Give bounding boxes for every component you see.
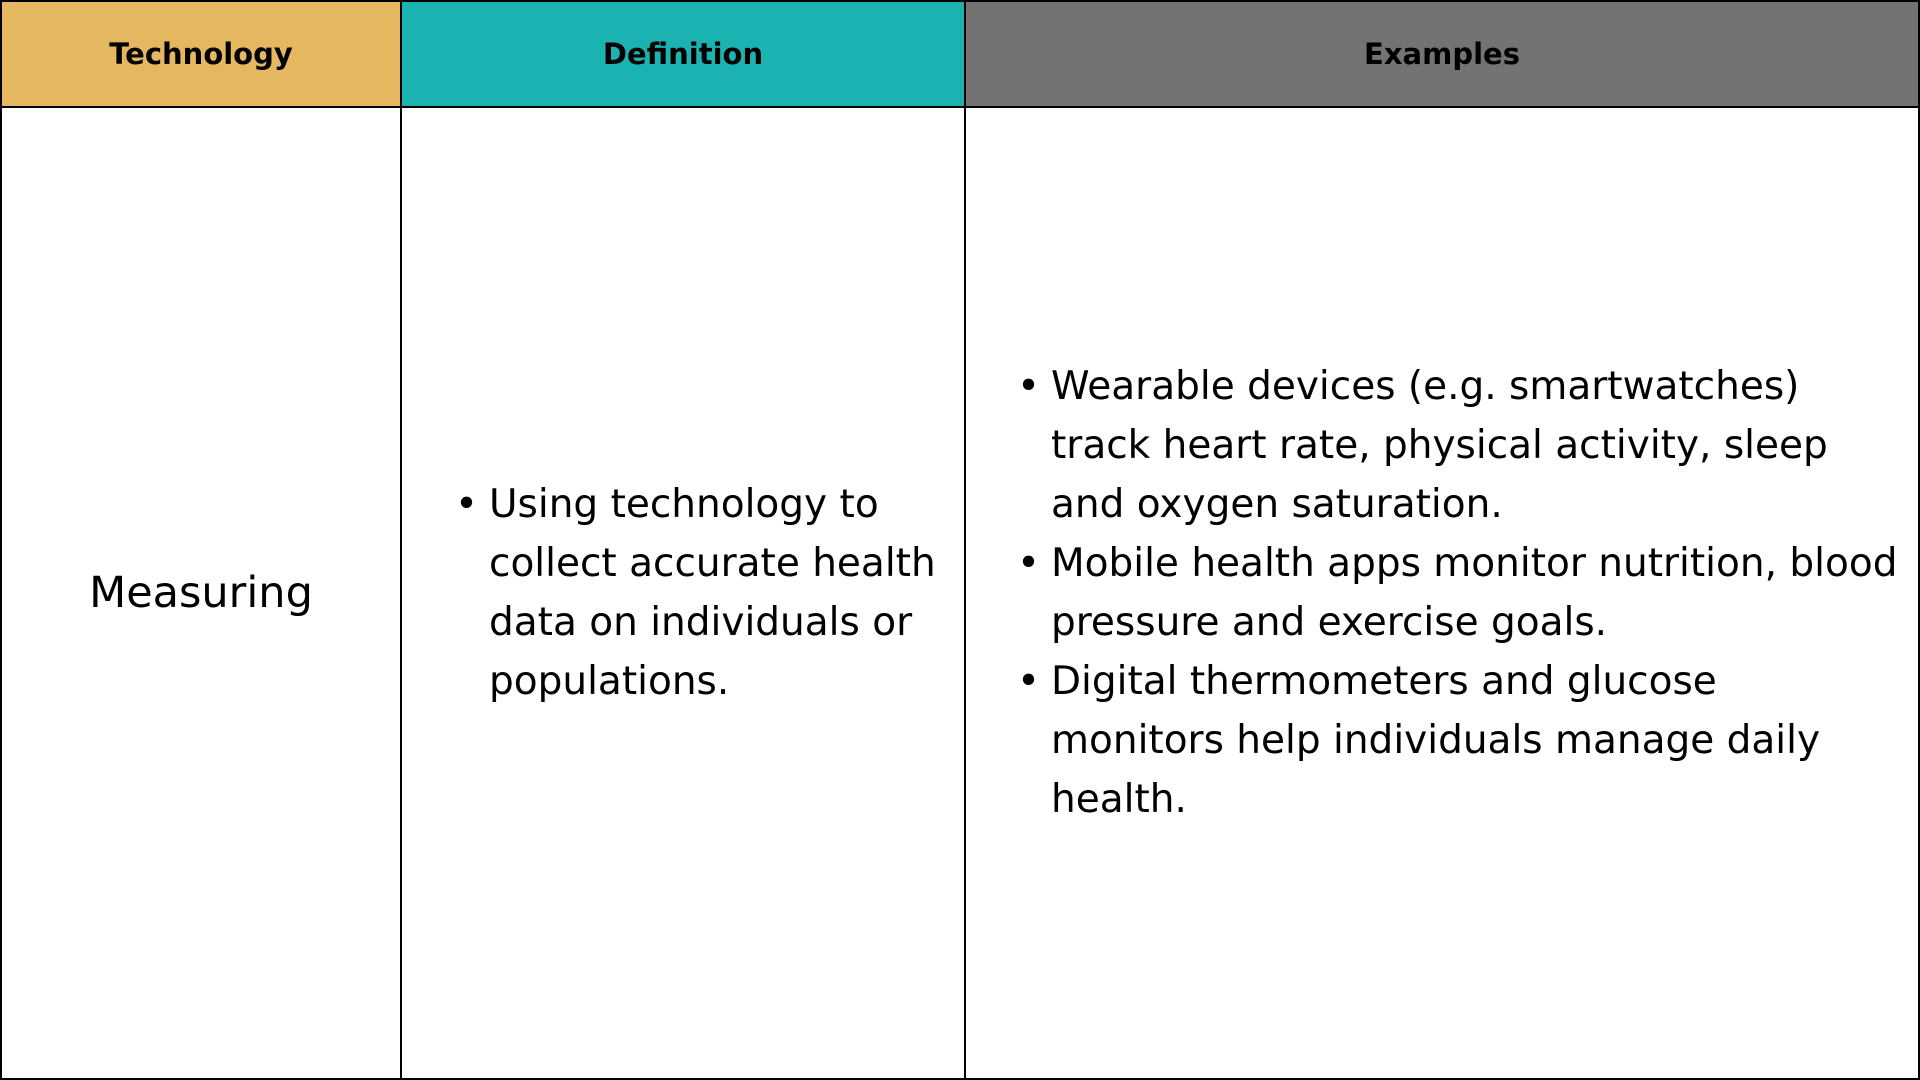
example-item: • Mobile health apps monitor nutrition, blood pressure and exercise goals. xyxy=(1051,534,1898,652)
header-definition xyxy=(402,2,966,108)
examples-list xyxy=(966,357,1918,829)
header-definition-label: Definition xyxy=(602,37,764,71)
definition-list xyxy=(402,475,964,711)
header-technology xyxy=(2,2,402,108)
example-item: • Wearable devices (e.g. smartwatches) track heart rate, physical activity, sleep and oxygen saturation. xyxy=(1051,357,1898,534)
example-item: • Digital thermometers and glucose monitors help individuals manage daily health. xyxy=(1051,652,1898,829)
header-technology-label: Technology xyxy=(109,37,293,71)
definition-item: • Using technology to collect accurate health data on individuals or populations. xyxy=(489,475,944,711)
cell-definition xyxy=(402,108,966,1078)
cell-technology xyxy=(2,108,402,1078)
cell-examples xyxy=(966,108,1918,1078)
header-examples-label: Examples xyxy=(1364,37,1520,71)
technology-value: Measuring xyxy=(89,568,313,618)
header-examples xyxy=(966,2,1918,108)
